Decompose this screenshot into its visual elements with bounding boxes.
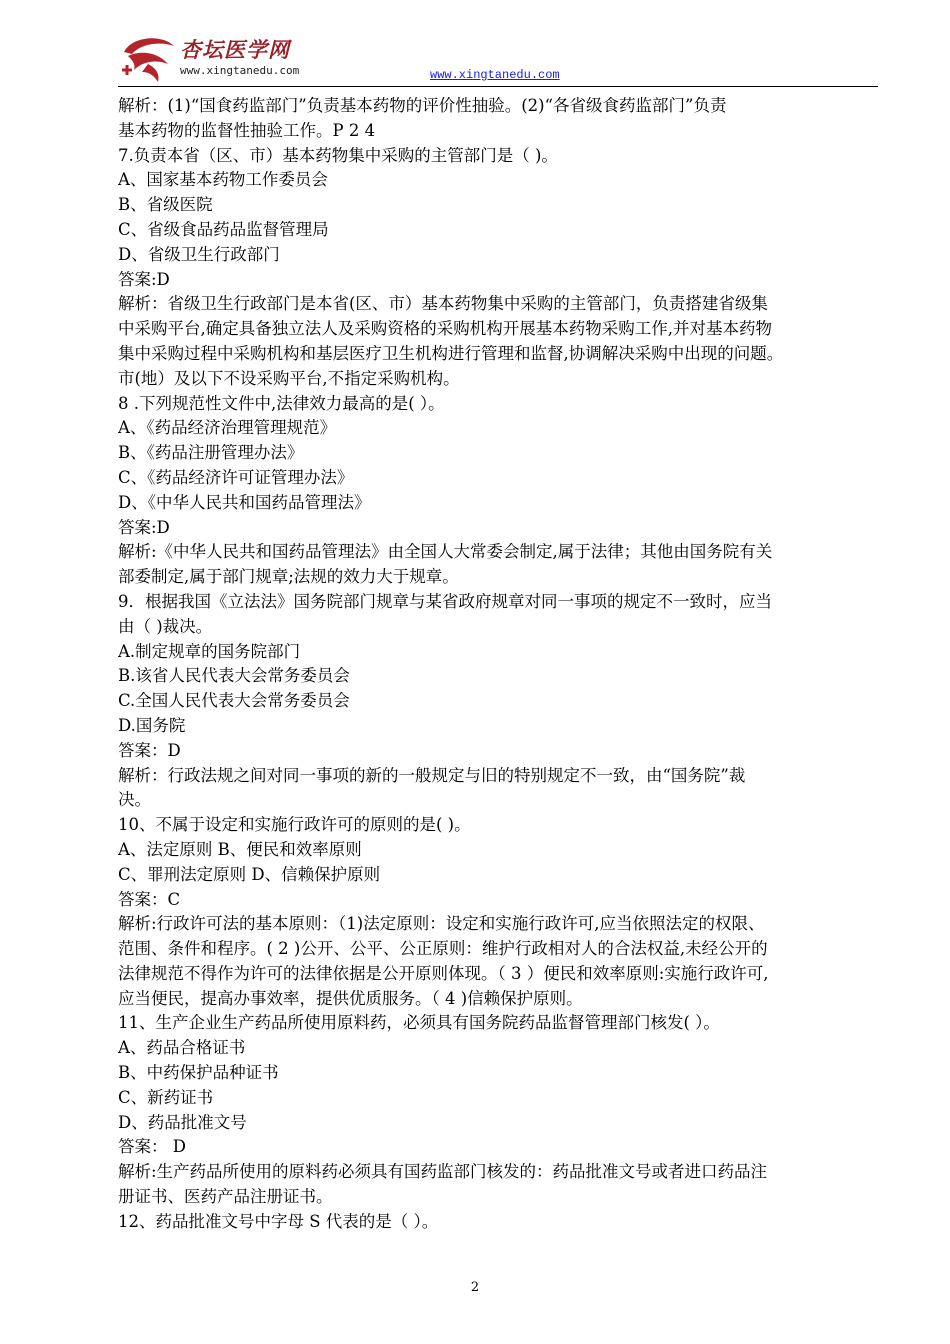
option-line: B、《药品注册管理办法》 bbox=[118, 443, 304, 463]
text-line: 解析：省级卫生行政部门是本省(区、市）基本药物集中采购的主管部门，负责搭建省级集 bbox=[118, 294, 768, 314]
option-line: B、中药保护品种证书 bbox=[118, 1063, 279, 1083]
text-line: 解析：(1)“国食药监部门”负责基本药物的评价性抽验。(2)“各省级食药监部门”负责 bbox=[118, 96, 727, 115]
text-line: 基本药物的监督性抽验工作。P 2 4 bbox=[118, 120, 376, 140]
document-body bbox=[118, 94, 880, 1235]
question-9: 9．根据我国《立法法》国务院部门规章与某省政府规章对同一事项的规定不一致时，应当 bbox=[118, 591, 772, 611]
option-line: C、罪刑法定原则 D、信赖保护原则 bbox=[118, 864, 381, 884]
option-line: C.全国人民代表大会常务委员会 bbox=[118, 691, 350, 711]
option-line: C、省级食品药品监督管理局 bbox=[118, 219, 329, 239]
text-line: 册证书、医药产品注册证书。 bbox=[118, 1187, 333, 1207]
logo-url: www.xingtanedu.com bbox=[180, 64, 300, 77]
answer-line: 答案：C bbox=[118, 889, 181, 909]
option-line: D、省级卫生行政部门 bbox=[118, 244, 280, 264]
question-7: 7.负责本省（区、市）基本药物集中采购的主管部门是（ )。 bbox=[118, 145, 558, 165]
text-line: 市(地）及以下不设采购平台,不指定采购机构。 bbox=[118, 368, 460, 388]
answer-line: 答案： D bbox=[118, 1137, 186, 1157]
text-line: 法律规范不得作为许可的法律依据是公开原则体现。（ 3 ）便民和效率原则:实施行政许可, bbox=[118, 963, 769, 983]
text-line: 集中采购过程中采购机构和基层医疗卫生机构进行管理和监督,协调解决采购中出现的问题。 bbox=[118, 343, 784, 363]
option-line: B、省级医院 bbox=[118, 195, 213, 215]
answer-line: 答案：D bbox=[118, 740, 181, 760]
option-line: D、《中华人民共和国药品管理法》 bbox=[118, 492, 371, 512]
option-line: D.国务院 bbox=[118, 715, 186, 735]
page-header bbox=[118, 30, 878, 86]
option-line: A、法定原则 B、便民和效率原则 bbox=[118, 839, 362, 859]
answer-line: 答案:D bbox=[118, 517, 170, 537]
question-12: 12、药品批准文号中字母 S 代表的是（ ）。 bbox=[118, 1211, 439, 1231]
header-link[interactable]: www.xingtanedu.com bbox=[430, 68, 560, 82]
text-line: 解析:《中华人民共和国药品管理法》由全国人大常委会制定,属于法律；其他由国务院有关 bbox=[118, 542, 773, 562]
text-line: 解析：行政法规之间对同一事项的新的一般规定与旧的特别规定不一致，由“国务院”裁 bbox=[118, 765, 746, 785]
option-line: C、新药证书 bbox=[118, 1087, 214, 1107]
logo-name: 杏坛医学网 bbox=[180, 37, 290, 62]
text-line: 解析:行政许可法的基本原则：（1)法定原则：设定和实施行政许可,应当依照法定的权限、 bbox=[118, 914, 765, 934]
question-10: 10、不属于设定和实施行政许可的原则的是( )。 bbox=[118, 815, 471, 835]
text-line: 部委制定,属于部门规章;法规的效力大于规章。 bbox=[118, 567, 459, 587]
logo-emblem-icon bbox=[118, 30, 178, 86]
option-line: D、药品批准文号 bbox=[118, 1112, 247, 1132]
page-number: 2 bbox=[470, 1280, 480, 1295]
question-11: 11、生产企业生产药品所使用原料药，必须具有国务院药品监督管理部门核发( ）。 bbox=[118, 1013, 720, 1033]
answer-line: 答案:D bbox=[118, 269, 170, 289]
question-8: 8 .下列规范性文件中,法律效力最高的是( ）。 bbox=[118, 393, 445, 413]
option-line: A.制定规章的国务院部门 bbox=[118, 641, 301, 661]
text-line: 决。 bbox=[118, 790, 151, 810]
option-line: A、药品合格证书 bbox=[118, 1038, 246, 1058]
text-line: 由（ )裁决。 bbox=[118, 616, 213, 636]
option-line: A、国家基本药物工作委员会 bbox=[118, 170, 328, 190]
text-line: 中采购平台,确定具备独立法人及采购资格的采购机构开展基本药物采购工作,并对基本药物 bbox=[118, 319, 772, 339]
option-line: C、《药品经济许可证管理办法》 bbox=[118, 467, 354, 487]
text-line: 应当便民，提高办事效率，提供优质服务。（ 4 )信赖保护原则。 bbox=[118, 988, 583, 1008]
header-divider bbox=[118, 86, 878, 87]
option-line: B.该省人民代表大会常务委员会 bbox=[118, 666, 350, 686]
text-line: 解析:生产药品所使用的原料药必须具有国药监部门核发的：药品批准文号或者进口药品注 bbox=[118, 1162, 768, 1182]
text-line: 范围、条件和程序。( 2 )公开、公平、公正原则：维护行政相对人的合法权益,未经公开的 bbox=[118, 939, 768, 959]
option-line: A、《药品经济治理管理规范》 bbox=[118, 418, 337, 438]
site-logo[interactable] bbox=[118, 30, 318, 86]
